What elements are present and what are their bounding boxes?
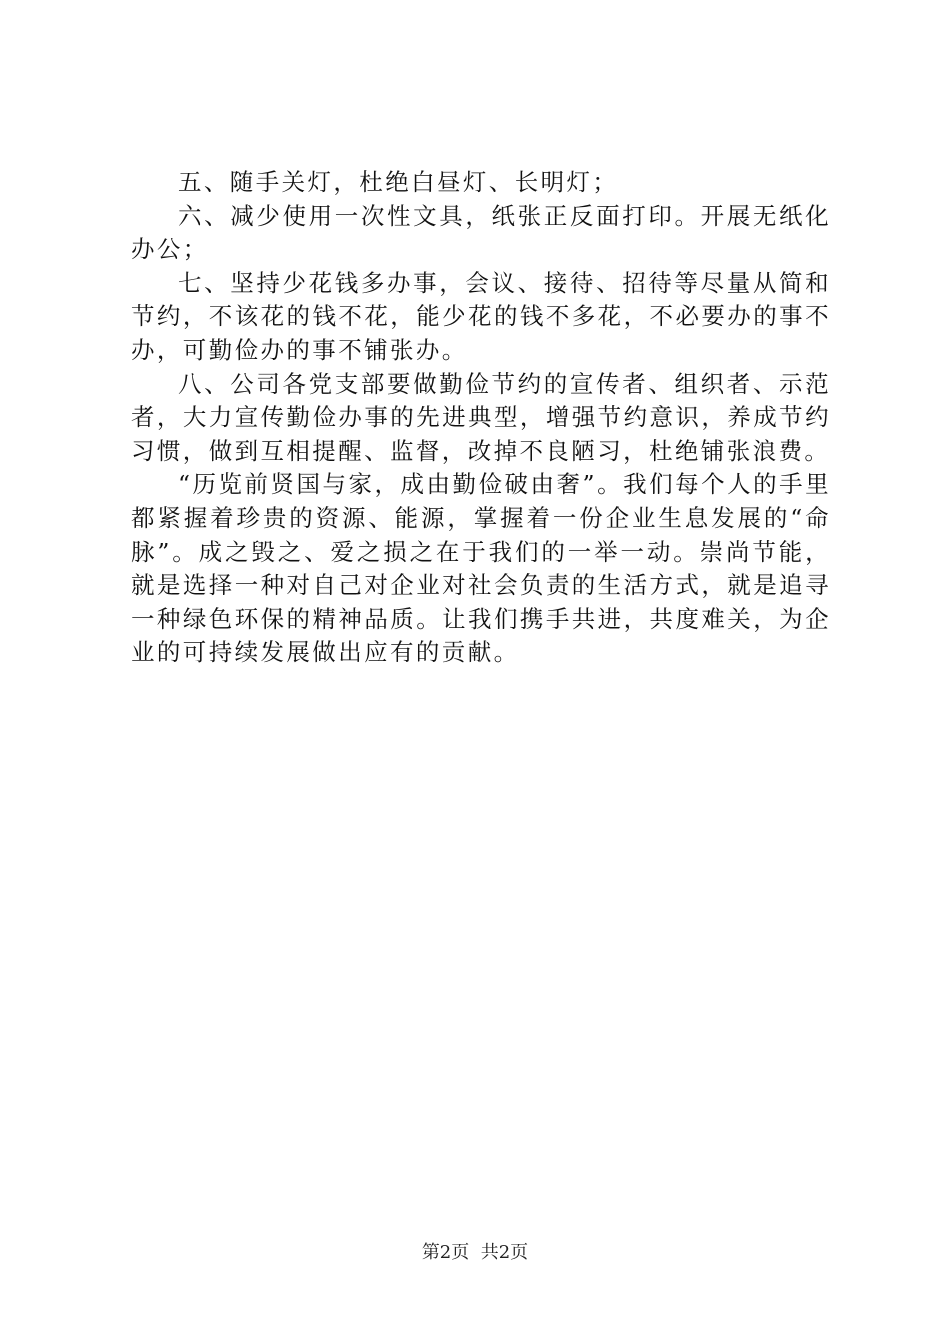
- page-footer: [0, 1241, 950, 1265]
- paragraph-item-5: 五、随手关灯，杜绝白昼灯、长明灯；: [178, 168, 619, 196]
- page-number-label: 第2页 共2页: [421, 1242, 529, 1263]
- paragraph-item-7: 七、坚持少花钱多办事，会议、接待、招待等尽量从简和节约，不该花的钱不花，能少花的钱不多花，不必要办的事不办，可勤俭办的事不铺张办。: [131, 268, 831, 364]
- closing-paragraph: “历览前贤国与家，成由勤俭破由奢”。我们每个人的手里都紧握着珍贵的资源、能源，掌握着一份企业生息发展的“命脉”。成之毁之、爱之损之在于我们的一举一动。崇尚节能，就是选择一种对自己对企业对社会负责的生活方式，就是追寻一种绿色环保的精神品质。让我们携手共进，共度难关，为企业的可持续发展做出应有的贡献。: [131, 470, 831, 667]
- paragraph-item-6: 六、减少使用一次性文具，纸张正反面打印。开展无纸化办公；: [131, 201, 831, 264]
- paragraph-item-8: 八、公司各党支部要做勤俭节约的宣传者、组织者、示范者，大力宣传勤俭办事的先进典型，增强节约意识，养成节约习惯，做到互相提醒、监督，改掉不良陋习，杜绝铺张浪费。: [131, 369, 831, 465]
- document-body: [131, 166, 831, 670]
